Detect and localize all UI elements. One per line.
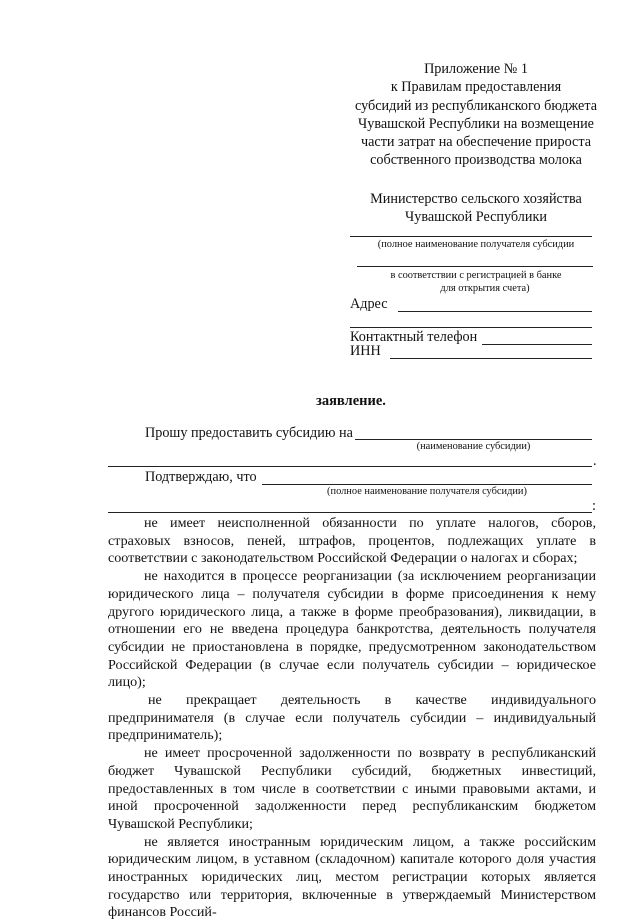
confirm-recipient-field-line-2[interactable] [108, 512, 592, 513]
subsidy-name-field[interactable] [355, 439, 592, 440]
appendix-line: собственного производства молока [370, 152, 582, 169]
phone-field[interactable] [482, 344, 592, 345]
bank-caption-line-2: для открытия счета) [440, 283, 530, 294]
body-paragraph: не имеет просроченной задолженности по возврату в республиканский бюджет Чувашской Республики субсидий, бюджетных инвестиций, предоставленных в том числе в соответствии с иными правовыми актами, и иной просроченной задолженности перед республиканским бюджетом Чувашской Республики; [108, 745, 596, 832]
document-title: заявление. [316, 393, 386, 409]
request-text: Прошу предоставить субсидию на [145, 425, 353, 441]
body-paragraph: не прекращает деятельность в качестве индивидуального предпринимателя (в случае если получатель субсидии – индивидуальный предприниматель); [108, 692, 596, 744]
document-body [108, 515, 596, 922]
appendix-line: Приложение № 1 [424, 61, 528, 77]
body-paragraph: не является иностранным юридическим лицом, а также российским юридическим лицом, в уставном (складочном) капитале которого доля участия иностранных юридических лиц, местом регистрации которых является государство или территория, включенные в утверждаемый Министерством финансов Россий- [108, 833, 596, 921]
addressee-line: Чувашской Республики [405, 209, 547, 225]
bank-caption-line-1: в соответствии с регистрацией в банке [390, 270, 562, 281]
end-colon: : [592, 498, 596, 514]
appendix-line: к Правилам предоставления [390, 79, 562, 96]
subsidy-name-field-line-2[interactable] [108, 466, 592, 467]
appendix-header [340, 60, 612, 170]
confirm-text: Подтверждаю, что [145, 469, 257, 485]
appendix-line: субсидий из республиканского бюджета [354, 97, 598, 114]
address-label: Адрес [350, 296, 388, 312]
recipient-name-field[interactable] [350, 236, 592, 237]
confirm-recipient-field[interactable] [262, 484, 592, 485]
recipient-bank-field[interactable] [357, 266, 593, 267]
subsidy-caption: (наименование субсидии) [416, 441, 531, 452]
recipient-caption: (полное наименование получателя субсидии) [327, 486, 527, 497]
body-paragraph: не имеет неисполненной обязанности по уплате налогов, сборов, страховых взносов, пеней, штрафов, процентов, подлежащих уплате в соответствии с законодательством Российской Федерации о налогах и сборах; [108, 515, 596, 567]
end-dot: . [593, 453, 597, 469]
address-field-line-2[interactable] [350, 327, 592, 328]
addressee [340, 190, 612, 226]
recipient-name-caption: (полное наименование получателя субсидии [377, 239, 575, 250]
body-paragraph: не находится в процессе реорганизации (за исключением реорганизации юридического лица – получателя субсидии в форме присоединения к нему другого юридического лица, а также в форме преобразования), ликвидации, в отношении его не введена процедура банкротства, деятельность получателя субсидии не приостановлена в порядке, предусмотренном законодательством Российской Федерации (в случае если получатель субсидии – юридическое лицо); [108, 568, 596, 691]
appendix-line: Чувашской Республики на возмещение [358, 115, 594, 132]
phone-label: Контактный телефон [350, 329, 478, 345]
appendix-line: части затрат на обеспечение прироста [360, 134, 592, 151]
inn-field[interactable] [390, 358, 592, 359]
address-field[interactable] [398, 311, 592, 312]
inn-label: ИНН [350, 343, 381, 359]
addressee-line: Министерство сельского хозяйства [370, 191, 582, 207]
